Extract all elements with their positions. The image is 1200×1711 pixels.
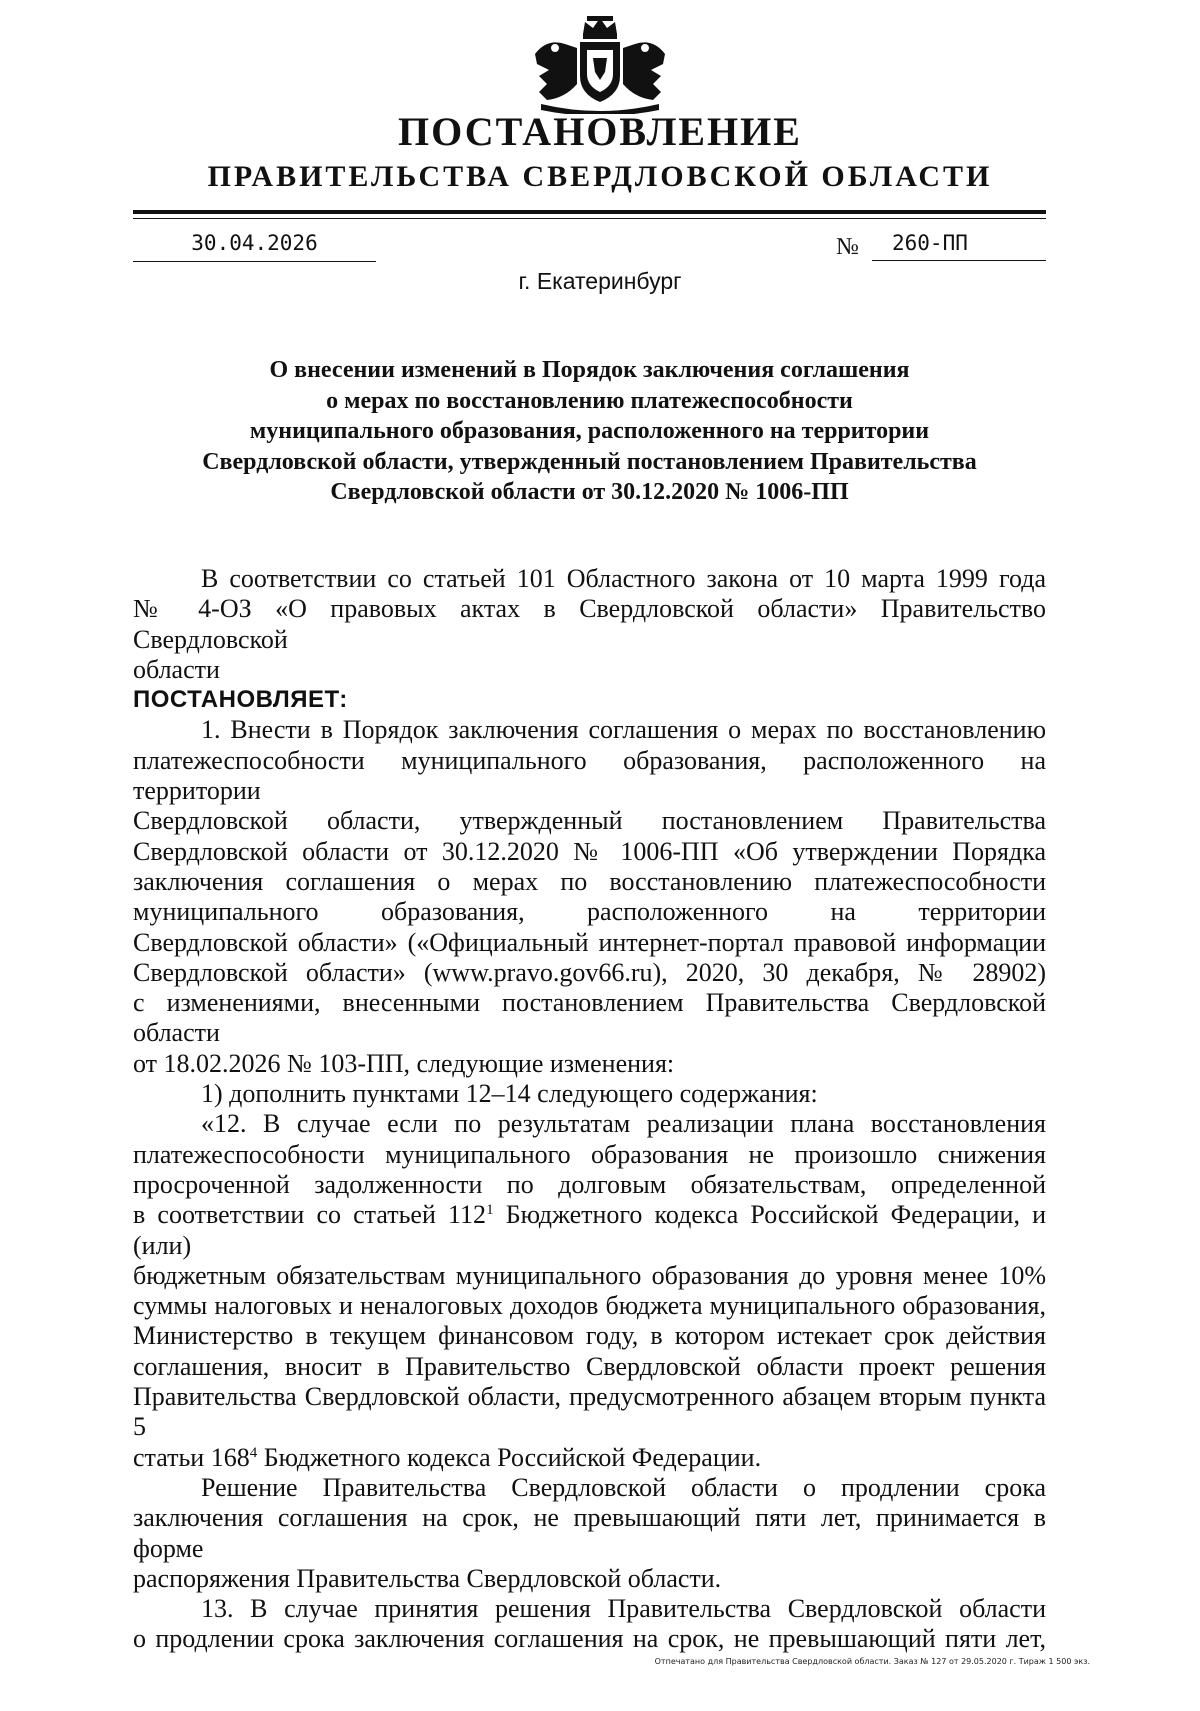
document-number: 260-ПП bbox=[872, 231, 1046, 261]
document-body bbox=[133, 564, 1046, 1655]
body-line: области bbox=[133, 654, 220, 684]
body-line bbox=[133, 1200, 1046, 1261]
document-heading bbox=[133, 355, 1046, 508]
decree-word: ПОСТАНОВЛЯЕТ: bbox=[133, 686, 348, 714]
print-footer: Отпечатано для Правительства Свердловской области. Заказ № 127 от 29.05.2020 г. Тираж 1 500 экз. bbox=[654, 1657, 1090, 1666]
body-line: В соответствии со статьей 101 Областного закона от 10 марта 1999 года bbox=[201, 564, 1046, 593]
body-line: «12. В случае если по результатам реализации плана восстановления bbox=[201, 1109, 1046, 1139]
document-subtitle: ПРАВИТЕЛЬСТВА СВЕРДЛОВСКОЙ ОБЛАСТИ bbox=[207, 160, 993, 193]
body-line: о продлении срока заключения соглашения на срок, не превышающий пяти лет, bbox=[133, 1624, 1046, 1654]
body-line: Министерство в текущем финансовом году, в котором истекает срок действия bbox=[133, 1321, 1046, 1351]
body-line: заключения соглашения на срок, не превышающий пяти лет, принимается в форме bbox=[133, 1503, 1046, 1563]
document-city: г. Екатеринбург bbox=[518, 268, 682, 294]
heading-line: Свердловской области, утвержденный постановлением Правительства bbox=[202, 448, 977, 475]
header-rule-thin bbox=[133, 218, 1046, 219]
body-line: муниципального образования, расположенного на территории bbox=[133, 897, 1046, 927]
body-text: Бюджетного кодекса Российской Федерации. bbox=[257, 1442, 762, 1472]
body-line: просроченной задолженности по долговым обязательствам, определенной bbox=[133, 1169, 1046, 1199]
body-line: Свердловской области от 30.12.2020 № 1006-ПП «Об утверждении Порядка bbox=[133, 836, 1046, 866]
body-line: 13. В случае принятия решения Правительства Свердловской области bbox=[201, 1594, 1046, 1624]
body-line: заключения соглашения о мерах по восстановлению платежеспособности bbox=[133, 866, 1046, 896]
superscript: 4 bbox=[249, 1444, 258, 1461]
body-line: Свердловской области» (www.pravo.gov66.ru), 2020, 30 декабря, № 28902) bbox=[133, 957, 1046, 987]
document-date: 30.04.2026 bbox=[133, 231, 376, 262]
body-line: соглашения, вносит в Правительство Свердловской области проект решения bbox=[133, 1351, 1046, 1381]
heading-line: Свердловской области от 30.12.2020 № 1006-ПП bbox=[330, 479, 849, 505]
body-line: распоряжения Правительства Свердловской области. bbox=[133, 1563, 722, 1593]
body-line: Решение Правительства Свердловской области о продлении срока bbox=[201, 1472, 1046, 1502]
body-line: Правительства Свердловской области, предусмотренного абзацем вторым пункта 5 bbox=[133, 1382, 1046, 1442]
superscript: 1 bbox=[486, 1202, 494, 1219]
body-line: Свердловской области, утвержденный постановлением Правительства bbox=[133, 806, 1046, 836]
body-line: 1) дополнить пунктами 12–14 следующего содержания: bbox=[201, 1079, 818, 1109]
body-line: с изменениями, внесенными постановлением Правительства Свердловской области bbox=[133, 988, 1046, 1048]
number-sign: № bbox=[836, 234, 859, 260]
body-line: суммы налоговых и неналоговых доходов бюджета муниципального образования, bbox=[133, 1291, 1046, 1321]
body-text: статьи 168 bbox=[133, 1442, 250, 1472]
body-line: от 18.02.2026 № 103-ПП, следующие изменения: bbox=[133, 1048, 675, 1078]
body-line: 1. Внести в Порядок заключения соглашения о мерах по восстановлению bbox=[201, 715, 1046, 745]
body-line: платежеспособности муниципального образования не произошло снижения bbox=[133, 1139, 1046, 1169]
heading-line: о мерах по восстановлению платежеспособности bbox=[326, 387, 853, 414]
heading-line: муниципального образования, расположенного на территории bbox=[249, 418, 930, 444]
coat-of-arms-emblem bbox=[525, 14, 675, 114]
body-line: № 4-ОЗ «О правовых актах в Свердловской области» Правительство Свердловской bbox=[133, 594, 1046, 654]
body-line: платежеспособности муниципального образования, расположенного на территории bbox=[133, 745, 1046, 806]
heading-line: О внесении изменений в Порядок заключения соглашения bbox=[269, 357, 910, 383]
header-rule-thick bbox=[133, 210, 1046, 214]
body-text: в соответствии со статьей 112 bbox=[133, 1200, 487, 1230]
body-line: бюджетным обязательствам муниципального образования до уровня менее 10% bbox=[133, 1260, 1046, 1290]
document-title: ПОСТАНОВЛЕНИЕ bbox=[398, 109, 802, 154]
body-line bbox=[133, 1443, 1046, 1473]
body-line: Свердловской области» («Официальный интернет-портал правовой информации bbox=[133, 927, 1046, 957]
body-text: Бюджетного кодекса Российской Федерации, и (или) bbox=[133, 1200, 1046, 1260]
